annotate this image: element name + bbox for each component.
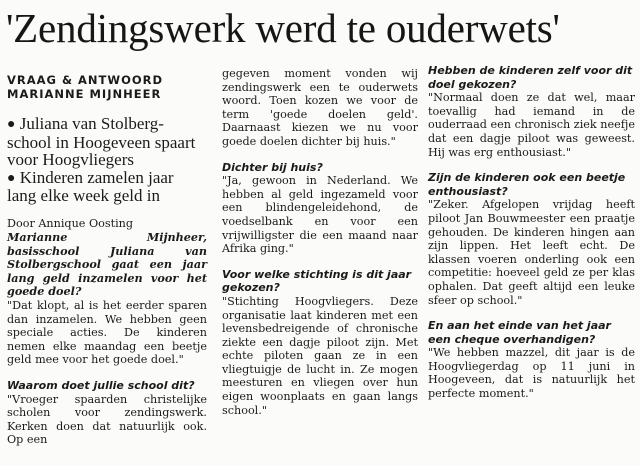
summary-bullet [7, 169, 207, 205]
headline: 'Zendingswerk werd te ouderwets' [6, 5, 560, 51]
answer: "We hebben mazzel, dit jaar is de Hoogvliegerdag op 11 juni in Hoogeveen, dat is natuurlijk het perfecte moment." [428, 346, 635, 401]
intro-question: Marianne Mijnheer, basisschool Juliana van Stolbergschool gaat een jaar lang geld inzamelen voor het goede doel? [7, 230, 207, 299]
byline: Door Annique Oosting [7, 216, 134, 230]
question: Zijn de kinderen ook een beetje enthousiast? [428, 171, 626, 198]
column-1 [7, 64, 207, 447]
answer: "Stichting Hoogvliegers. Deze organisatie laat kinderen met een levensbedreigende of chronische ziekte een dagje piloot zijn. Met echte piloten gaan ze in een vliegtuigje de lucht in. Ze mogen meesturen en vliegen over hun eigen woonplaats en gaan langs school." [222, 294, 418, 417]
bullet-dot-icon: ● [7, 170, 16, 186]
answer: "Normaal doen ze dat wel, maar toevallig had iemand in de ouderraad een chronisch ziek neefje dat een dagje piloot was geweest. Hij was erg enthousiast." [428, 91, 635, 159]
kicker-line-1: VRAAG & ANTWOORD [7, 73, 164, 87]
bullet-dot-icon: ● [7, 117, 16, 132]
answer-continued: gegeven moment vonden wij zendingswerk een te ouderwets woord. Toen kozen we voor de term 'goede doelen geld'. Daarnaast kiezen we nu voor goede doelen dichter bij huis." [222, 67, 418, 148]
bullet-text: Juliana van Stolberg-school in Hoogeveen spaart voor Hoogvliegers [7, 114, 196, 169]
answer: "Dat klopt, al is het eerder sparen dan inzamelen. We hebben geen speciale acties. De kinderen nemen elke maandag een beetje geld mee voor het goede doel." [7, 299, 207, 367]
kicker-line-2: MARIANNE MIJNHEER [7, 87, 162, 101]
question: Hebben de kinderen zelf voor dit doel gekozen? [428, 64, 633, 91]
summary-bullets [7, 115, 207, 205]
bullet-text: Kinderen zamelen jaar lang elke week geld in [7, 167, 174, 205]
section-kicker [7, 73, 207, 101]
column-2 [222, 67, 418, 417]
answer: "Vroeger spaarden christelijke scholen voor zendingswerk. Kerken doen dat natuurlijk ook. Op een [7, 392, 207, 447]
answer: "Zeker. Afgelopen vrijdag heeft piloot Jan Bouwmeester een praatje gehouden. De kinderen hingen aan zijn lippen. Het leeft echt. De klassen voeren onderling ook een competitie: hoeveel geld ze per klas ophalen. Dat geeft altijd een leuke sfeer op school." [428, 198, 635, 307]
answer: "Ja, gewoon in Nederland. We hebben al geld ingezameld voor een blindengeleidehond, de voedselbank en voor een vrijwilligster die een maand naar Afrika ging." [222, 174, 418, 256]
question: Waarom doet jullie school dit? [7, 379, 195, 393]
summary-bullet [7, 115, 207, 169]
question: Voor welke stichting is dit jaar gekozen? [222, 267, 412, 295]
question: En aan het einde van het jaar een cheque overhandigen? [428, 319, 611, 346]
column-3 [428, 64, 635, 401]
question: Dichter bij huis? [222, 160, 323, 174]
